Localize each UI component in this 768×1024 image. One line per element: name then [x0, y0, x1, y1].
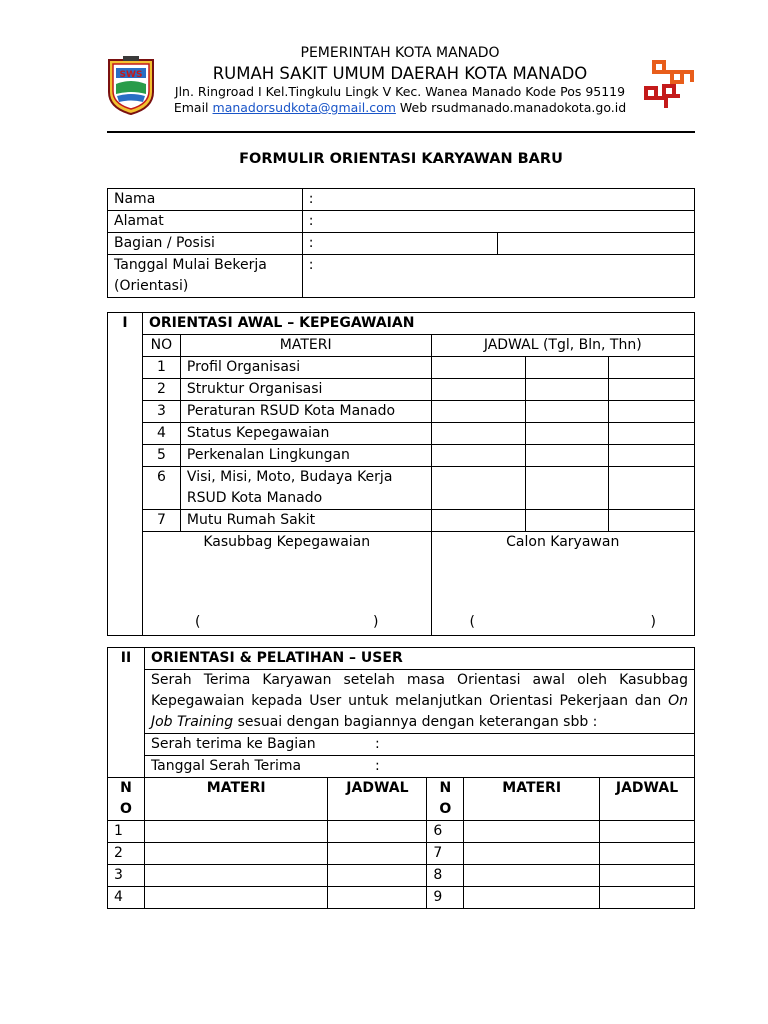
paren-close: ) [650, 614, 656, 630]
date-cell[interactable] [431, 379, 526, 401]
table-row [108, 357, 695, 379]
signature-left[interactable] [142, 532, 431, 636]
position-field[interactable] [498, 233, 695, 255]
date-cell[interactable] [431, 445, 526, 467]
col-no-header [108, 778, 145, 821]
row-materi-line: Visi, Misi, Moto, Budaya Kerja [186, 469, 393, 485]
header-contact [160, 100, 640, 115]
row-materi: Struktur Organisasi [180, 379, 431, 401]
col-materi-header: MATERI [144, 778, 328, 821]
date-cell[interactable] [609, 423, 695, 445]
col-no-header [427, 778, 464, 821]
jadwal-cell[interactable] [328, 821, 427, 843]
date-cell[interactable] [609, 357, 695, 379]
section-1-table [107, 312, 695, 636]
row-materi: Status Kepegawaian [180, 423, 431, 445]
identity-label: Alamat [108, 211, 303, 233]
identity-label: Bagian / Posisi [108, 233, 303, 255]
table-row [108, 423, 695, 445]
row-number: 3 [108, 865, 145, 887]
signature-left-title: Kasubbag Kepegawaian [203, 534, 371, 550]
hospital-logo [642, 58, 696, 110]
row-materi: Perkenalan Lingkungan [180, 445, 431, 467]
department-field[interactable]: : [302, 233, 498, 255]
identity-label: Nama [108, 189, 303, 211]
handover-department-label: Serah terima ke Bagian [150, 736, 316, 752]
identity-row [108, 189, 695, 211]
jadwal-cell[interactable] [328, 843, 427, 865]
city-crest-logo [105, 54, 157, 116]
jadwal-cell[interactable] [600, 843, 695, 865]
date-cell[interactable] [431, 401, 526, 423]
svg-text:SWS: SWS [119, 70, 143, 80]
col-no-letter: O [120, 801, 132, 817]
section-1-heading: ORIENTASI AWAL – KEPEGAWAIAN [142, 313, 694, 335]
field-separator: : [374, 758, 380, 774]
name-field[interactable]: : [302, 189, 694, 211]
email-link[interactable]: manadorsudkota@gmail.com [212, 100, 396, 115]
row-number: 6 [142, 467, 180, 510]
date-cell[interactable] [526, 510, 609, 532]
row-number: 6 [427, 821, 464, 843]
description-text-end: sesuai dengan bagiannya dengan keterangan sbb : [233, 714, 598, 730]
materi-cell[interactable] [464, 887, 600, 909]
start-date-field[interactable]: : [302, 255, 694, 298]
date-cell[interactable] [609, 510, 695, 532]
date-cell[interactable] [431, 357, 526, 379]
paren-open: ( [194, 614, 201, 630]
header-divider [107, 131, 695, 133]
table-row [108, 865, 695, 887]
jadwal-cell[interactable] [328, 865, 427, 887]
row-materi: Peraturan RSUD Kota Manado [180, 401, 431, 423]
date-cell[interactable] [526, 423, 609, 445]
web-address: rsudmanado.manadokota.go.id [431, 100, 627, 115]
table-row [108, 821, 695, 843]
col-materi-header: MATERI [464, 778, 600, 821]
jadwal-cell[interactable] [600, 821, 695, 843]
row-materi: Profil Organisasi [180, 357, 431, 379]
table-row [108, 379, 695, 401]
handover-date-field[interactable] [144, 756, 694, 778]
table-row [108, 401, 695, 423]
date-cell[interactable] [609, 467, 695, 510]
date-cell[interactable] [609, 445, 695, 467]
section-2-table [107, 647, 695, 909]
identity-row [108, 211, 695, 233]
field-separator: : [374, 736, 380, 752]
handover-date-label: Tanggal Serah Terima [150, 758, 302, 774]
table-row [108, 887, 695, 909]
date-cell[interactable] [526, 401, 609, 423]
row-number: 5 [142, 445, 180, 467]
row-materi [180, 467, 431, 510]
col-no-letter: N [120, 780, 132, 796]
email-label: Email [173, 100, 209, 115]
row-materi-line: RSUD Kota Manado [186, 490, 323, 506]
col-no-header: NO [142, 335, 180, 357]
jadwal-cell[interactable] [328, 887, 427, 909]
date-cell[interactable] [431, 510, 526, 532]
row-number: 8 [427, 865, 464, 887]
row-number: 1 [108, 821, 145, 843]
identity-table [107, 188, 695, 298]
col-jadwal-header: JADWAL [328, 778, 427, 821]
identity-row [108, 255, 695, 298]
row-number: 2 [108, 843, 145, 865]
form-title: FORMULIR ORIENTASI KARYAWAN BARU [239, 151, 563, 167]
col-jadwal-header: JADWAL [600, 778, 695, 821]
identity-label [108, 255, 303, 298]
col-no-letter: N [439, 780, 452, 796]
col-jadwal-header: JADWAL (Tgl, Bln, Thn) [431, 335, 695, 357]
signature-right[interactable] [431, 532, 695, 636]
section-1-roman: I [108, 313, 143, 636]
header-address: Jln. Ringroad I Kel.Tingkulu Lingk V Kec. Wanea Manado Kode Pos 95119 [174, 84, 626, 99]
row-number: 4 [142, 423, 180, 445]
table-row [108, 510, 695, 532]
row-number: 7 [142, 510, 180, 532]
table-row [108, 467, 695, 510]
signature-row [108, 532, 695, 636]
table-row [108, 843, 695, 865]
paren-open: ( [469, 614, 475, 630]
date-cell[interactable] [431, 423, 526, 445]
date-cell[interactable] [609, 379, 695, 401]
jadwal-cell[interactable] [600, 887, 695, 909]
header-hospital-name: RUMAH SAKIT UMUM DAERAH KOTA MANADO [212, 64, 588, 83]
handover-department-field[interactable] [144, 734, 694, 756]
row-number: 7 [427, 843, 464, 865]
header-government: PEMERINTAH KOTA MANADO [300, 45, 500, 61]
materi-cell[interactable] [464, 865, 600, 887]
address-field[interactable]: : [302, 211, 694, 233]
date-cell[interactable] [526, 445, 609, 467]
signature-right-title: Calon Karyawan [506, 534, 620, 550]
row-number: 2 [142, 379, 180, 401]
col-materi-header: MATERI [180, 335, 431, 357]
materi-cell[interactable] [144, 821, 328, 843]
description-text: Serah Terima Karyawan setelah masa Orientasi awal oleh Kasubbag Kepegawaian kepada User untuk melanjutkan Orientasi Pekerjaan dan [150, 672, 688, 709]
row-number: 1 [142, 357, 180, 379]
jadwal-cell[interactable] [600, 865, 695, 887]
materi-cell[interactable] [464, 821, 600, 843]
web-label: Web [399, 100, 428, 115]
materi-cell[interactable] [144, 843, 328, 865]
date-cell[interactable] [526, 467, 609, 510]
date-cell[interactable] [609, 401, 695, 423]
materi-cell[interactable] [144, 887, 328, 909]
date-cell[interactable] [431, 467, 526, 510]
paren-close: ) [373, 614, 379, 630]
date-cell[interactable] [526, 379, 609, 401]
section-2-description [144, 670, 694, 734]
start-date-label: Tanggal Mulai Bekerja [114, 257, 267, 273]
start-date-sublabel: (Orientasi) [114, 278, 189, 294]
table-row [108, 445, 695, 467]
description-italic: On Job Training [150, 693, 688, 730]
col-no-letter: O [439, 801, 452, 817]
section-2-heading: ORIENTASI & PELATIHAN – USER [144, 648, 694, 670]
row-number: 9 [427, 887, 464, 909]
row-number: 3 [142, 401, 180, 423]
materi-cell[interactable] [144, 865, 328, 887]
row-materi: Mutu Rumah Sakit [180, 510, 431, 532]
section-2-roman: II [108, 648, 145, 778]
row-number: 4 [108, 887, 145, 909]
identity-row [108, 233, 695, 255]
date-cell[interactable] [526, 357, 609, 379]
materi-cell[interactable] [464, 843, 600, 865]
